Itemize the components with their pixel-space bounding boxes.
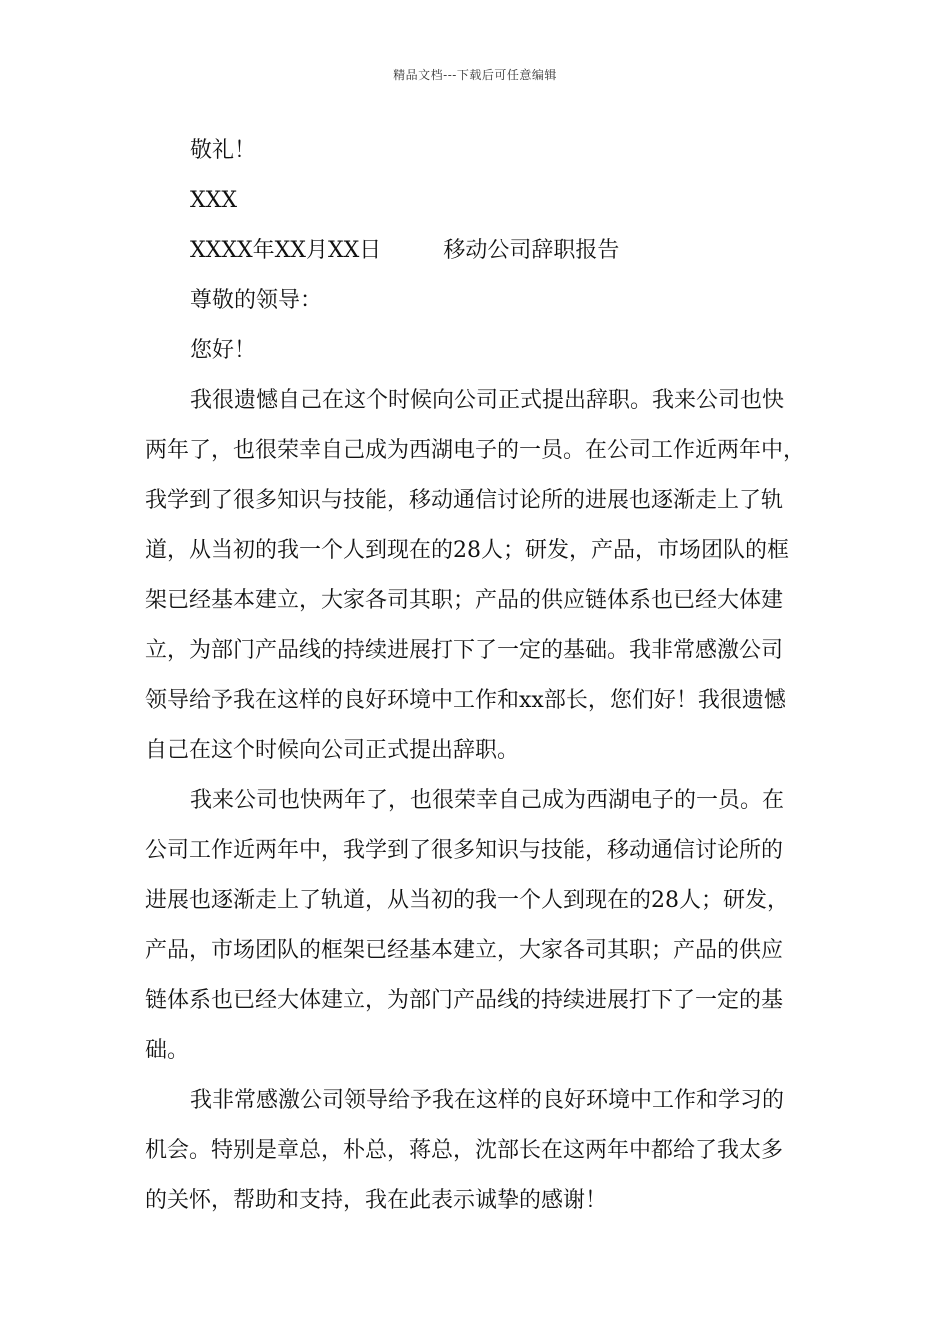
signature: XXX (190, 188, 237, 213)
paragraph-line: 机会。特别是章总，朴总，蒋总，沈部长在这两年中都给了我太多 (145, 1138, 784, 1163)
letter-date: XXXX年XX月XX日 (190, 238, 382, 263)
document-title: 移动公司辞职报告 (443, 238, 620, 263)
paragraph-line: 础。 (145, 1038, 190, 1063)
paragraph-line: 自己在这个时候向公司正式提出辞职。 (145, 738, 520, 763)
paragraph-line: 我来公司也快两年了，也很荣幸自己成为西湖电子的一员。在 (190, 788, 785, 813)
paragraph-line: 进展也逐渐走上了轨道，从当初的我一个人到现在的28人；研发， (145, 888, 789, 913)
paragraph-line: 公司工作近两年中，我学到了很多知识与技能，移动通信讨论所的 (145, 838, 784, 863)
page-header: 精品文档---下载后可任意编辑 (393, 68, 557, 82)
paragraph-line: 我学到了很多知识与技能，移动通信讨论所的进展也逐渐走上了轨 (145, 488, 784, 513)
greeting: 尊敬的领导： (190, 288, 323, 313)
paragraph-line: 我很遗憾自己在这个时候向公司正式提出辞职。我来公司也快 (190, 388, 785, 413)
paragraph-line: 道，从当初的我一个人到现在的28人；研发，产品，市场团队的框 (145, 538, 789, 563)
hello: 您好！ (190, 338, 257, 363)
paragraph-line: 我非常感激公司领导给予我在这样的良好环境中工作和学习的 (190, 1088, 785, 1113)
closing-salute: 敬礼！ (190, 138, 257, 163)
paragraph-line: 的关怀，帮助和支持，我在此表示诚挚的感谢！ (145, 1188, 608, 1213)
paragraph-line: 链体系也已经大体建立，为部门产品线的持续进展打下了一定的基 (145, 988, 784, 1013)
paragraph-line: 产品，市场团队的框架已经基本建立，大家各司其职；产品的供应 (145, 938, 784, 963)
paragraph-line: 立，为部门产品线的持续进展打下了一定的基础。我非常感激公司 (145, 638, 784, 663)
paragraph-line: 架已经基本建立，大家各司其职；产品的供应链体系也已经大体建 (145, 588, 784, 613)
paragraph-line: 两年了，也很荣幸自己成为西湖电子的一员。在公司工作近两年中， (145, 438, 806, 463)
date-and-title-line (190, 236, 619, 266)
paragraph-line: 领导给予我在这样的良好环境中工作和xx部长，您们好！我很遗憾 (145, 688, 786, 713)
